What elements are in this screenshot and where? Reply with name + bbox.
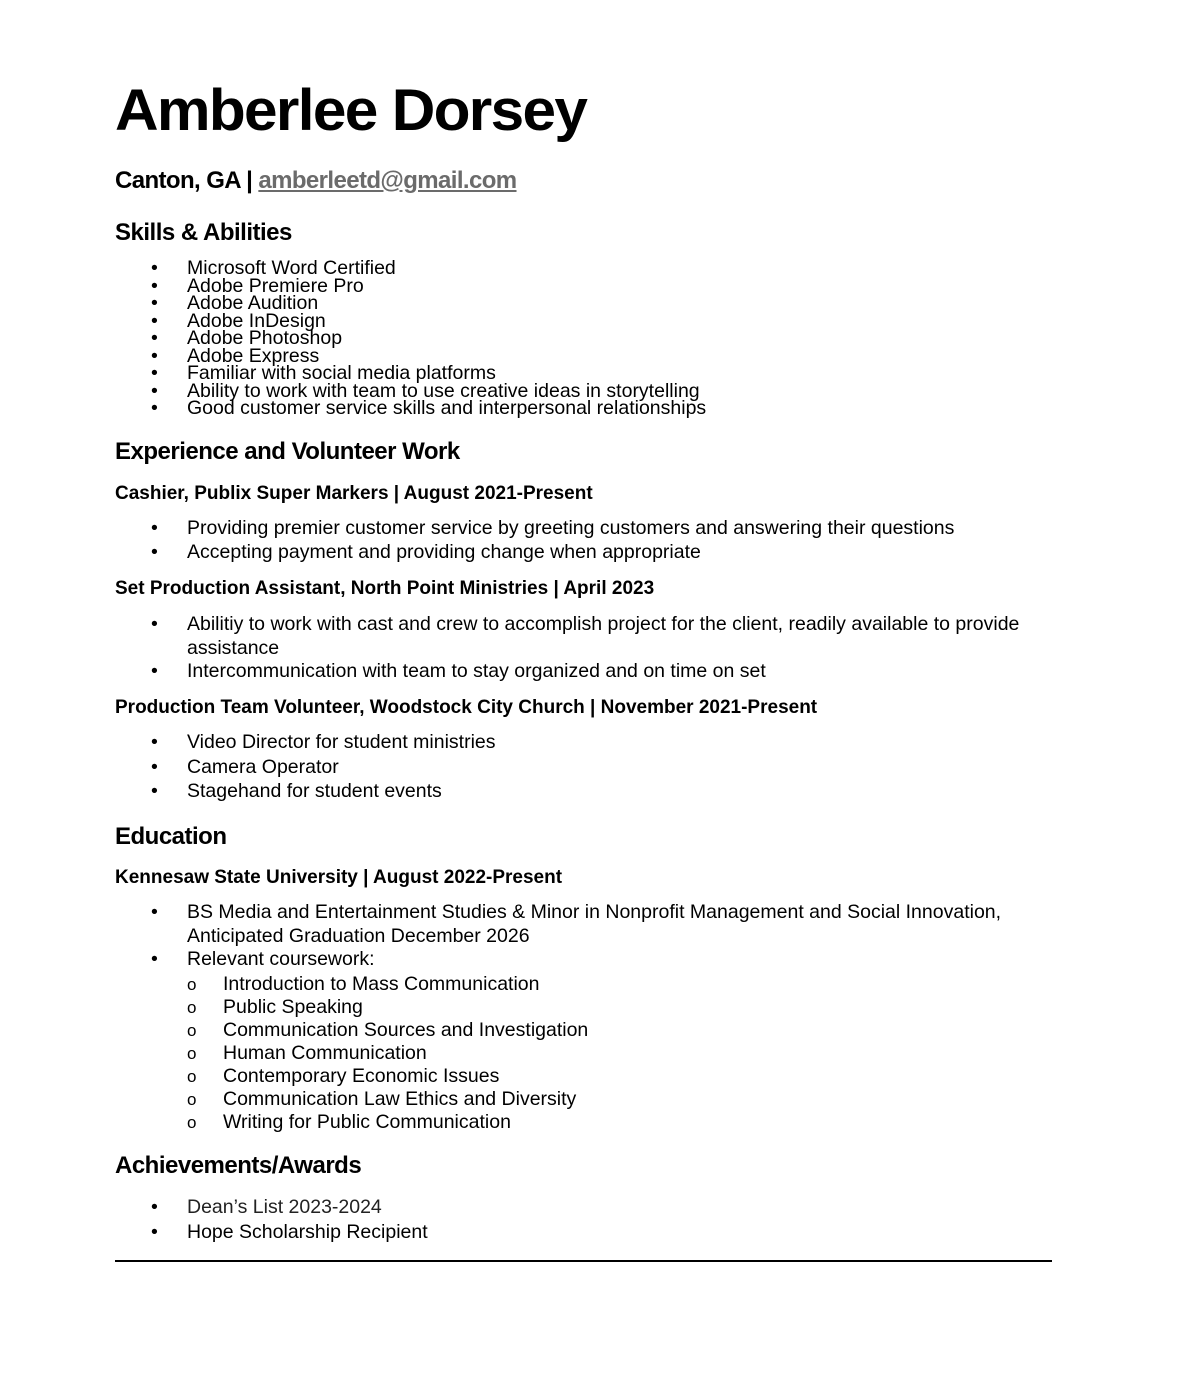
list-item: • Familiar with social media platforms [151,362,496,384]
list-item: • Adobe Premiere Pro [151,274,364,297]
bullet-icon: • [151,613,158,635]
bullet-icon: • [151,1196,158,1218]
skills-list [115,257,1075,419]
list-item: • BS Media and Entertainment Studies & Minor in Nonprofit Management and Social Innovation, Anticipated Graduation December 2026 [151,901,1002,947]
circle-bullet-icon: o [187,1090,197,1109]
list-item: • Accepting payment and providing change when appropriate [151,540,701,563]
job-bullets-cashier [115,517,1075,564]
job-bullets-production-assistant [115,613,1075,684]
bullet-icon: • [151,327,158,349]
job-bullets-production-volunteer [115,731,1075,804]
list-item: • Stagehand for student events [151,780,442,802]
list-item: • Camera Operator [151,755,339,778]
bullet-icon: • [151,257,158,279]
bullet-icon: • [151,274,158,297]
list-item: o Communication Sources and Investigation [187,1019,589,1041]
circle-bullet-icon: o [187,1113,197,1132]
list-item: • Microsoft Word Certified [151,257,396,279]
list-item: • Relevant coursework: [151,948,375,970]
job-title-production-volunteer: Production Team Volunteer, Woodstock City Church | November 2021-Present [115,697,818,718]
list-item: o Contemporary Economic Issues [187,1065,500,1087]
education-heading: Education [115,823,227,850]
bullet-icon: • [151,292,158,314]
contact-line [115,166,517,196]
email-link[interactable]: amberleetd@gmail.com [258,167,517,194]
list-item: • Adobe Photoshop [151,327,343,349]
bullet-icon: • [151,948,158,970]
list-item: • Abilitiy to work with cast and crew to accomplish project for the client, readily available to provide assistance [151,613,1020,659]
list-item: o Public Speaking [187,996,363,1018]
awards-heading: Achievements/Awards [115,1152,362,1179]
location: Canton, GA | [115,167,253,194]
list-item: • Hope Scholarship Recipient [151,1220,428,1243]
bullet-icon: • [151,397,158,419]
list-item: • Ability to work with team to use creative ideas in storytelling [151,379,700,402]
job-title-cashier: Cashier, Publix Super Markers | August 2021-Present [115,483,593,504]
bullet-icon: • [151,379,158,402]
education-bullets [115,901,1075,972]
list-item: • Dean’s List 2023-2024 [151,1196,382,1218]
circle-bullet-icon: o [187,1021,197,1040]
coursework-list [115,973,1075,1134]
bullet-icon: • [151,517,158,539]
bullet-icon: • [151,309,158,332]
candidate-name: Amberlee Dorsey [115,78,587,143]
list-item: o Introduction to Mass Communication [187,973,540,995]
skills-heading: Skills & Abilities [115,219,292,246]
list-item: • Video Director for student ministries [151,731,496,753]
bullet-icon: • [151,362,158,384]
experience-heading: Experience and Volunteer Work [115,438,460,465]
circle-bullet-icon: o [187,975,197,994]
bullet-icon: • [151,344,158,367]
school-title: Kennesaw State University | August 2022-Present [115,867,563,888]
circle-bullet-icon: o [187,1067,197,1086]
bullet-icon: • [151,540,158,563]
bullet-icon: • [151,1220,158,1243]
circle-bullet-icon: o [187,1044,197,1063]
bottom-divider [115,1260,1052,1262]
list-item: • Good customer service skills and interpersonal relationships [151,397,707,419]
job-title-production-assistant: Set Production Assistant, North Point Ministries | April 2023 [115,578,655,599]
list-item: o Writing for Public Communication [187,1111,511,1133]
list-item: • Adobe Audition [151,292,319,314]
list-item: o Human Communication [187,1042,427,1064]
list-item: • Adobe InDesign [151,309,326,332]
bullet-icon: • [151,755,158,778]
list-item: o Communication Law Ethics and Diversity [187,1088,577,1110]
bullet-icon: • [151,901,158,923]
list-item: • Intercommunication with team to stay organized and on time on set [151,660,766,682]
list-item: • Providing premier customer service by greeting customers and answering their questions [151,517,955,539]
list-item: • Adobe Express [151,344,320,367]
bullet-icon: • [151,731,158,753]
bullet-icon: • [151,780,158,802]
circle-bullet-icon: o [187,998,197,1017]
bullet-icon: • [151,660,158,682]
awards-list [115,1196,1075,1244]
